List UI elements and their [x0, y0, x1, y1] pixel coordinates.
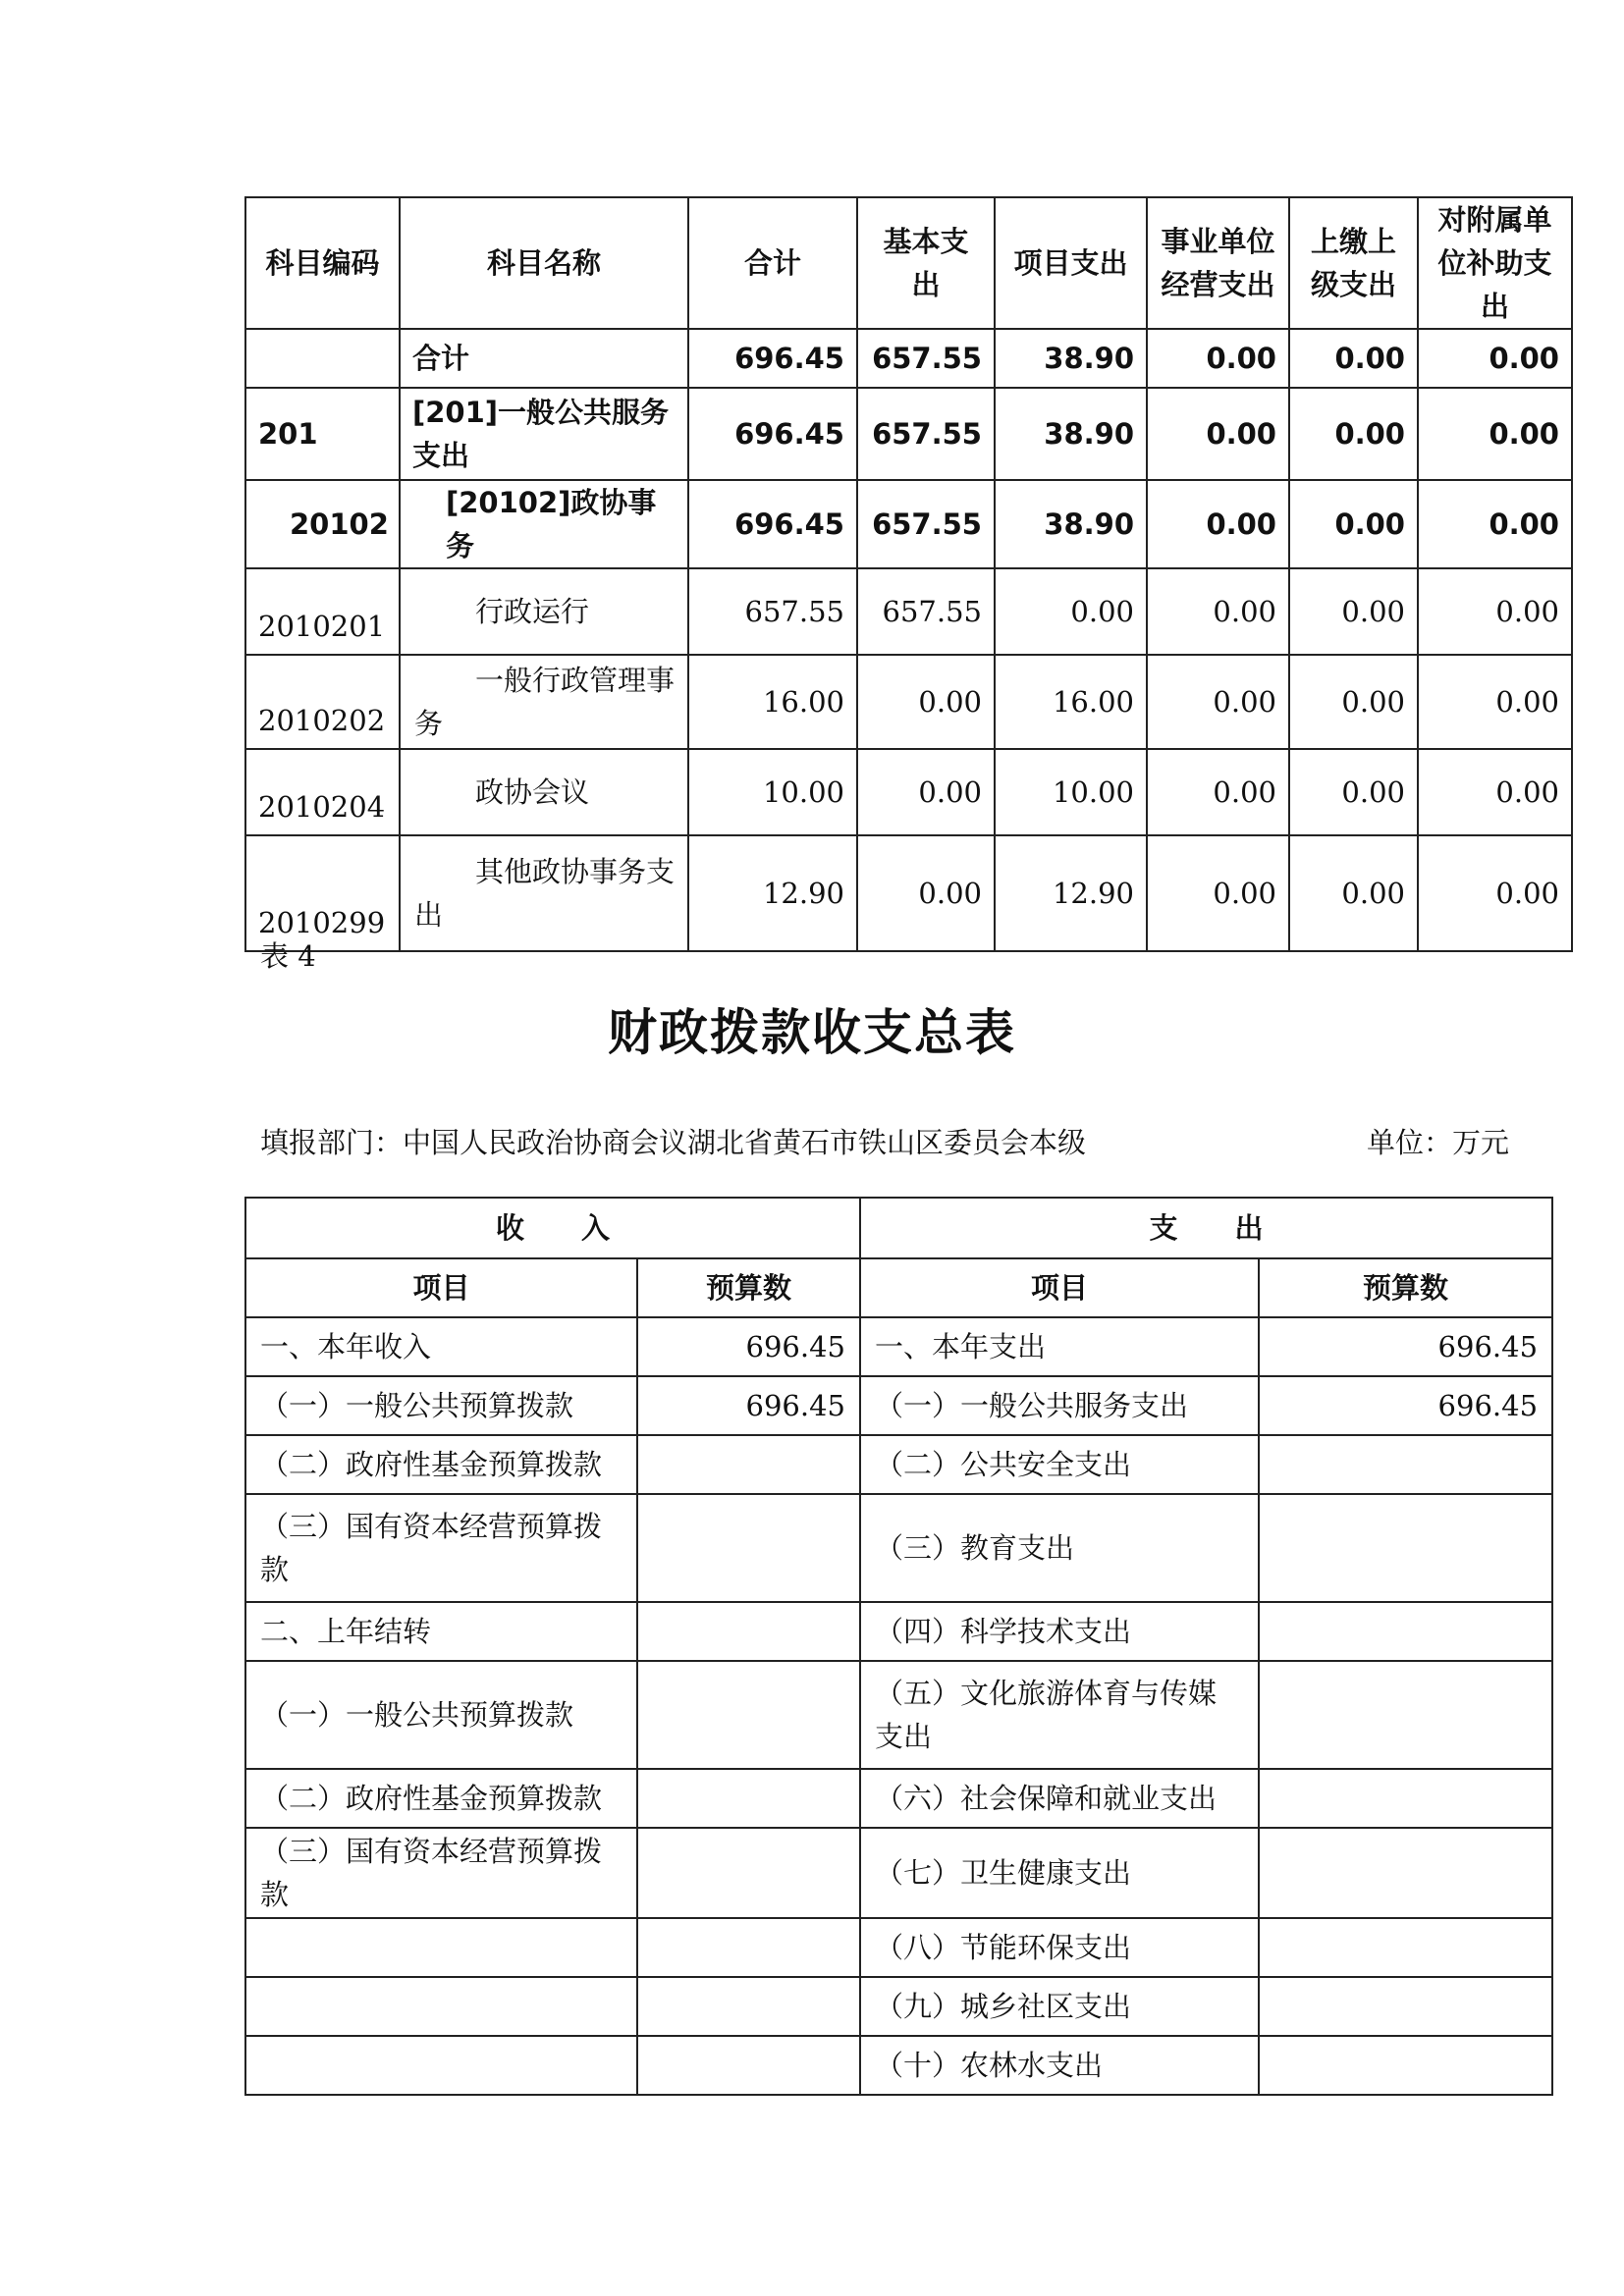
row-subsidy: 0.00 — [1418, 835, 1572, 951]
income-amount — [637, 1435, 860, 1494]
income-amount — [637, 1602, 860, 1661]
header-total: 合计 — [688, 197, 857, 329]
row-subsidy: 0.00 — [1418, 388, 1572, 480]
expense-amount — [1259, 2036, 1552, 2095]
row-subsidy: 0.00 — [1418, 749, 1572, 835]
income-item — [245, 1918, 637, 1977]
table-row — [245, 1435, 1552, 1494]
table-row — [245, 329, 1572, 388]
income-amount — [637, 1918, 860, 1977]
row-subsidy: 0.00 — [1418, 568, 1572, 655]
table-row — [245, 1376, 1552, 1435]
header-upper: 上缴上级支出 — [1289, 197, 1418, 329]
row-name: 政协会议 — [400, 749, 688, 835]
expenditure-table — [244, 196, 1573, 952]
table-row — [245, 835, 1572, 951]
header-business: 事业单位经营支出 — [1147, 197, 1289, 329]
income-item-header: 项目 — [245, 1258, 637, 1317]
expense-item: （十）农林水支出 — [860, 2036, 1259, 2095]
income-item: （一）一般公共预算拨款 — [245, 1376, 637, 1435]
expense-item: （一）一般公共服务支出 — [860, 1376, 1259, 1435]
column-header-row — [245, 1258, 1552, 1317]
table-row — [245, 1828, 1552, 1918]
table-row — [245, 1317, 1552, 1376]
table-row — [245, 1494, 1552, 1602]
table-row — [245, 568, 1572, 655]
expense-item-header: 项目 — [860, 1258, 1259, 1317]
expense-item: （七）卫生健康支出 — [860, 1828, 1259, 1918]
header-code: 科目编码 — [245, 197, 400, 329]
expense-amount — [1259, 1977, 1552, 2036]
row-upper: 0.00 — [1289, 388, 1418, 480]
income-item: 一、本年收入 — [245, 1317, 637, 1376]
row-total: 657.55 — [688, 568, 857, 655]
income-item: （二）政府性基金预算拨款 — [245, 1769, 637, 1828]
row-project: 16.00 — [995, 655, 1147, 749]
row-code — [245, 329, 400, 388]
income-amount — [637, 2036, 860, 2095]
row-upper: 0.00 — [1289, 329, 1418, 388]
row-basic: 0.00 — [857, 835, 995, 951]
table-row — [245, 1977, 1552, 2036]
row-total: 696.45 — [688, 480, 857, 568]
table-header-row — [245, 197, 1572, 329]
table-caption: 表 4 — [260, 939, 316, 973]
row-upper: 0.00 — [1289, 480, 1418, 568]
table-row — [245, 655, 1572, 749]
income-item: （三）国有资本经营预算拨款 — [245, 1828, 637, 1918]
row-total: 696.45 — [688, 388, 857, 480]
row-project: 10.00 — [995, 749, 1147, 835]
expense-amount — [1259, 1435, 1552, 1494]
income-amount — [637, 1494, 860, 1602]
expense-item: （九）城乡社区支出 — [860, 1977, 1259, 2036]
row-code: 2010201 — [245, 568, 400, 655]
row-business: 0.00 — [1147, 329, 1289, 388]
row-business: 0.00 — [1147, 568, 1289, 655]
expense-item: （三）教育支出 — [860, 1494, 1259, 1602]
department-label: 填报部门：中国人民政治协商会议湖北省黄石市铁山区委员会本级 — [260, 1126, 1087, 1159]
header-basic: 基本支出 — [857, 197, 995, 329]
page-title: 财政拨款收支总表 — [608, 1004, 1016, 1061]
row-total: 10.00 — [688, 749, 857, 835]
row-basic: 0.00 — [857, 655, 995, 749]
row-code: 2010299 — [245, 835, 400, 951]
row-name: 行政运行 — [400, 568, 688, 655]
row-basic: 657.55 — [857, 480, 995, 568]
expense-amount — [1259, 1661, 1552, 1769]
section-header-row — [245, 1198, 1552, 1258]
row-code: 201 — [245, 388, 400, 480]
expense-item: （二）公共安全支出 — [860, 1435, 1259, 1494]
table-row — [245, 388, 1572, 480]
table-row — [245, 1918, 1552, 1977]
table-row — [245, 1661, 1552, 1769]
row-upper: 0.00 — [1289, 568, 1418, 655]
row-upper: 0.00 — [1289, 749, 1418, 835]
row-code: 2010204 — [245, 749, 400, 835]
income-amount — [637, 1661, 860, 1769]
unit-label: 单位：万元 — [1367, 1126, 1510, 1159]
row-total: 696.45 — [688, 329, 857, 388]
expense-item: （六）社会保障和就业支出 — [860, 1769, 1259, 1828]
expense-amount — [1259, 1918, 1552, 1977]
row-business: 0.00 — [1147, 480, 1289, 568]
income-item: （一）一般公共预算拨款 — [245, 1661, 637, 1769]
row-name: [201]一般公共服务支出 — [400, 388, 688, 480]
income-item — [245, 1977, 637, 2036]
budget-summary-table — [244, 1197, 1553, 2096]
row-business: 0.00 — [1147, 388, 1289, 480]
row-code: 20102 — [245, 480, 400, 568]
income-item — [245, 2036, 637, 2095]
row-business: 0.00 — [1147, 835, 1289, 951]
income-item: （二）政府性基金预算拨款 — [245, 1435, 637, 1494]
row-subsidy: 0.00 — [1418, 655, 1572, 749]
row-name: 合计 — [400, 329, 688, 388]
income-budget-header: 预算数 — [637, 1258, 860, 1317]
row-code: 2010202 — [245, 655, 400, 749]
row-name: [20102]政协事务 — [400, 480, 688, 568]
income-header: 收 入 — [245, 1198, 860, 1258]
row-basic: 657.55 — [857, 329, 995, 388]
row-basic: 657.55 — [857, 568, 995, 655]
expense-amount — [1259, 1602, 1552, 1661]
income-amount — [637, 1977, 860, 2036]
row-basic: 657.55 — [857, 388, 995, 480]
table-row — [245, 1602, 1552, 1661]
table-row — [245, 1769, 1552, 1828]
header-name: 科目名称 — [400, 197, 688, 329]
row-business: 0.00 — [1147, 749, 1289, 835]
expense-item: （八）节能环保支出 — [860, 1918, 1259, 1977]
row-upper: 0.00 — [1289, 655, 1418, 749]
table-row — [245, 2036, 1552, 2095]
row-total: 12.90 — [688, 835, 857, 951]
row-total: 16.00 — [688, 655, 857, 749]
expense-item: （五）文化旅游体育与传媒支出 — [860, 1661, 1259, 1769]
row-basic: 0.00 — [857, 749, 995, 835]
header-subsidy: 对附属单位补助支出 — [1418, 197, 1572, 329]
row-name: 一般行政管理事务 — [400, 655, 688, 749]
row-business: 0.00 — [1147, 655, 1289, 749]
header-project: 项目支出 — [995, 197, 1147, 329]
income-amount — [637, 1828, 860, 1918]
expense-budget-header: 预算数 — [1259, 1258, 1552, 1317]
expense-amount — [1259, 1769, 1552, 1828]
expense-item: 一、本年支出 — [860, 1317, 1259, 1376]
expense-amount: 696.45 — [1259, 1317, 1552, 1376]
income-item: 二、上年结转 — [245, 1602, 637, 1661]
expense-amount: 696.45 — [1259, 1376, 1552, 1435]
table-row — [245, 749, 1572, 835]
income-item: （三）国有资本经营预算拨款 — [245, 1494, 637, 1602]
income-amount: 696.45 — [637, 1376, 860, 1435]
income-amount: 696.45 — [637, 1317, 860, 1376]
expense-header: 支 出 — [860, 1198, 1552, 1258]
row-name: 其他政协事务支出 — [400, 835, 688, 951]
row-upper: 0.00 — [1289, 835, 1418, 951]
expense-amount — [1259, 1494, 1552, 1602]
row-subsidy: 0.00 — [1418, 329, 1572, 388]
row-project: 38.90 — [995, 329, 1147, 388]
row-project: 12.90 — [995, 835, 1147, 951]
expense-item: （四）科学技术支出 — [860, 1602, 1259, 1661]
expense-amount — [1259, 1828, 1552, 1918]
row-project: 38.90 — [995, 388, 1147, 480]
income-amount — [637, 1769, 860, 1828]
row-subsidy: 0.00 — [1418, 480, 1572, 568]
table-row — [245, 480, 1572, 568]
row-project: 0.00 — [995, 568, 1147, 655]
row-project: 38.90 — [995, 480, 1147, 568]
